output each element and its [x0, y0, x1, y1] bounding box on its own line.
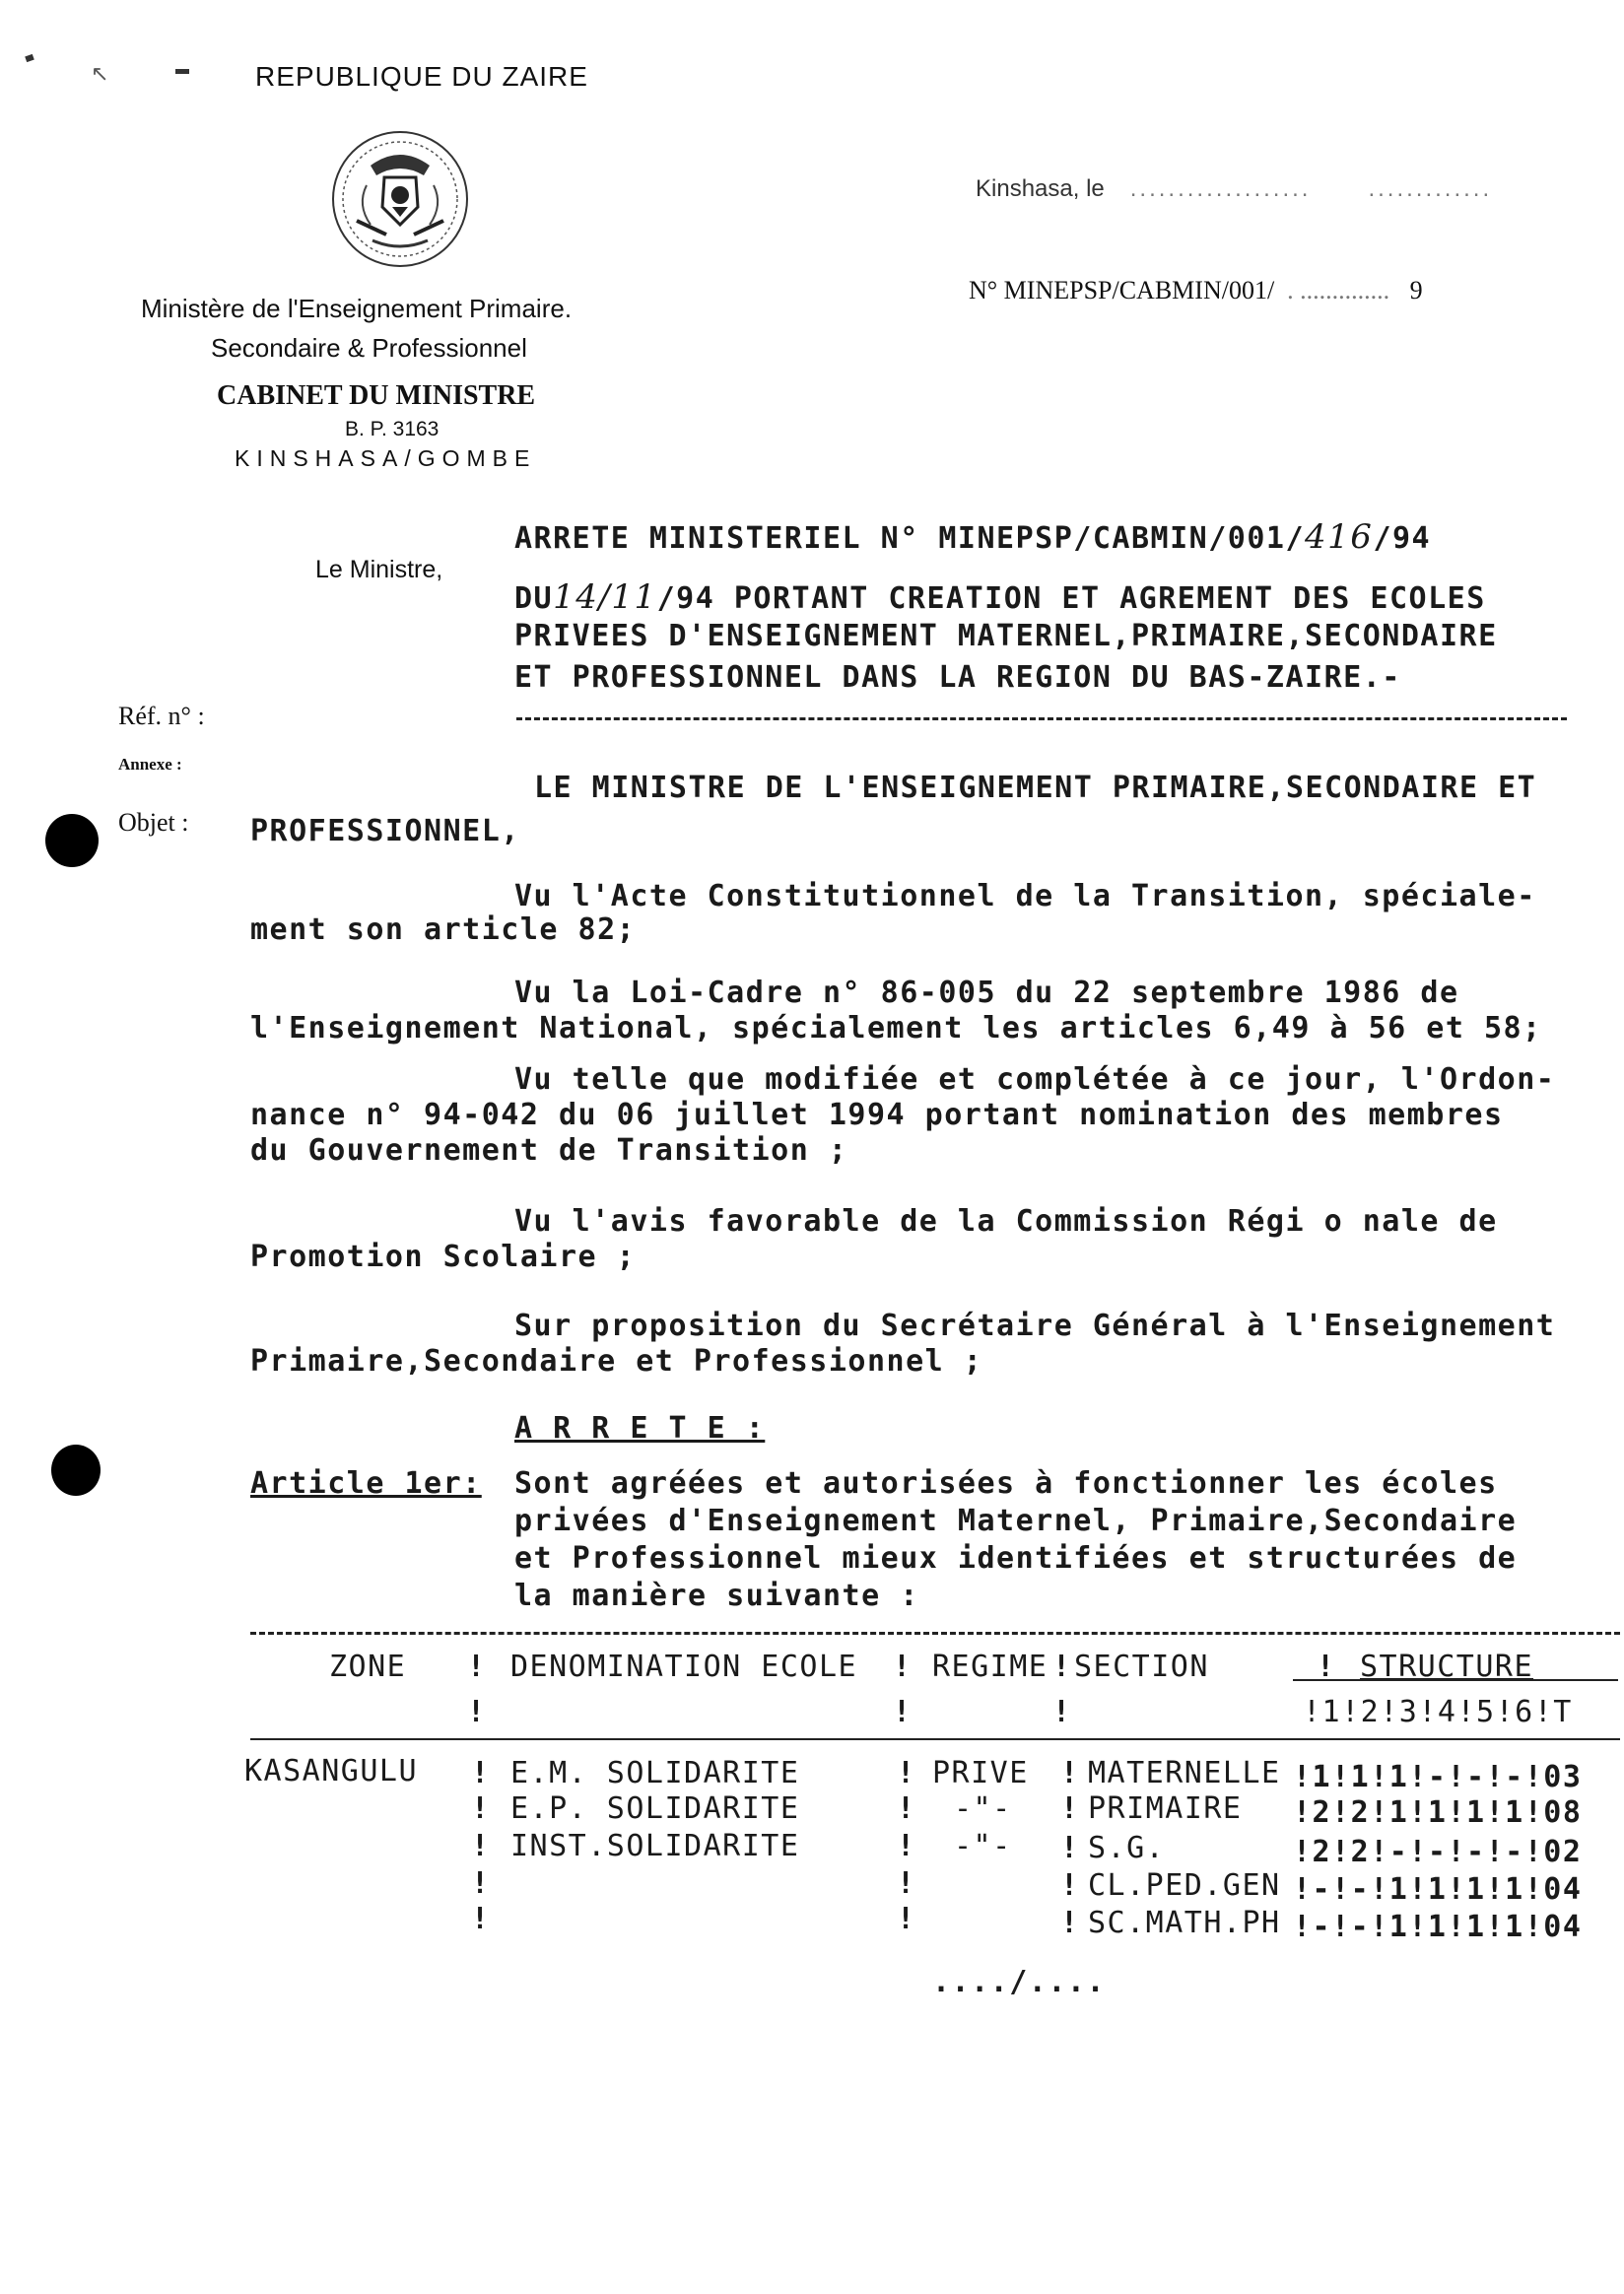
col-sep: ! — [897, 1866, 916, 1901]
col-sep: ! — [1060, 1756, 1080, 1790]
col-sep: ! — [1052, 1695, 1072, 1729]
reference-suffix: 9 — [1409, 276, 1423, 304]
cell-denomination: INST.SOLIDARITE — [510, 1829, 800, 1863]
vu4-line1: Vu l'avis favorable de la Commission Régi o nale de — [514, 1204, 1498, 1239]
col-sep: ! — [471, 1902, 491, 1936]
vu3-line2: nance n° 94-042 du 06 juillet 1994 portant nomination des membres — [250, 1098, 1504, 1132]
proposal-line1: Sur proposition du Secrétaire Général à l'Enseignement — [514, 1309, 1556, 1343]
col-sep: ! — [897, 1791, 916, 1826]
handwritten-number: 416 — [1305, 517, 1374, 557]
title-line1: ARRETE MINISTERIEL N° MINEPSP/CABMIN/001/416/94 — [514, 517, 1432, 557]
minister-line2: PROFESSIONNEL, — [250, 814, 520, 848]
col-sep: ! — [1052, 1650, 1072, 1684]
vu3-line1: Vu telle que modifiée et complétée à ce jour, l'Ordon- — [514, 1062, 1556, 1097]
th-structure-grades: !1!2!3!4!5!6!T — [1303, 1695, 1573, 1729]
vu1-line1: Vu l'Acte Constitutionnel de la Transition, spéciale- — [514, 879, 1536, 913]
le-ministre-label: Le Ministre, — [315, 556, 443, 583]
cabinet-title: CABINET DU MINISTRE — [217, 380, 536, 411]
cell-regime: -"- — [954, 1791, 1012, 1826]
postal-box: B. P. 3163 — [345, 418, 440, 440]
ministry-line1: Ministère de l'Enseignement Primaire. — [141, 294, 573, 323]
cell-regime: -"- — [954, 1829, 1012, 1863]
col-sep: ! — [471, 1829, 491, 1863]
cell-regime: PRIVE — [932, 1756, 1029, 1790]
col-sep: ! — [1060, 1831, 1080, 1865]
th-regime: REGIME — [932, 1650, 1049, 1684]
continuation-mark: ..../.... — [932, 1965, 1107, 1999]
cell-denomination: E.P. SOLIDARITE — [510, 1791, 800, 1826]
vu4-line2: Promotion Scolaire ; — [250, 1240, 637, 1274]
ministry-line2: Secondaire & Professionnel — [211, 333, 527, 363]
col-sep: ! — [897, 1902, 916, 1936]
article-line4: la manière suivante : — [514, 1579, 919, 1613]
col-sep: ! — [471, 1791, 491, 1826]
th-section: SECTION — [1074, 1650, 1209, 1684]
national-emblem-icon — [327, 126, 473, 272]
stray-mark — [25, 54, 34, 62]
cell-zone: KASANGULU — [244, 1754, 419, 1788]
vu3-line3: du Gouvernement de Transition ; — [250, 1133, 848, 1168]
cell-structure: !-!-!1!1!1!1!04 — [1293, 1910, 1583, 1944]
vu1-line2: ment son article 82; — [250, 912, 637, 947]
cell-section: S.G. — [1088, 1831, 1166, 1865]
arrete-heading: A R R E T E : — [514, 1411, 766, 1446]
col-sep: ! — [467, 1650, 487, 1684]
date-dots: ................... ............. — [1111, 175, 1493, 202]
hole-punch — [51, 1445, 101, 1496]
col-sep: ! — [1060, 1868, 1080, 1903]
place-date-label: Kinshasa, le — [976, 175, 1105, 202]
col-sep: ! — [471, 1866, 491, 1901]
col-sep: ! — [897, 1829, 916, 1863]
col-sep: ! — [893, 1695, 913, 1729]
cell-structure: !2!2!1!1!1!1!08 — [1293, 1795, 1583, 1830]
stray-mark: ↖ — [91, 61, 109, 86]
th-denomination: DENOMINATION ECOLE — [510, 1650, 858, 1684]
article-label: Article 1er: — [250, 1466, 482, 1501]
objet-label: Objet : — [118, 808, 189, 837]
title-line4: ET PROFESSIONNEL DANS LA REGION DU BAS-ZAIRE.- — [514, 660, 1401, 695]
city-line: KINSHASA/GOMBE — [235, 445, 537, 471]
col-sep: ! — [467, 1695, 487, 1729]
annexe-label: Annexe : — [118, 755, 182, 774]
cell-structure: !1!1!1!-!-!-!03 — [1293, 1760, 1583, 1794]
structure-underline — [1293, 1679, 1618, 1681]
table-header-rule — [250, 1738, 1620, 1740]
reference-number-text: N° MINEPSP/CABMIN/001/ — [969, 276, 1275, 304]
col-sep: ! — [1317, 1650, 1336, 1684]
col-sep: ! — [471, 1756, 491, 1790]
hole-punch — [45, 814, 99, 867]
vu2-line2: l'Enseignement National, spécialement les articles 6,49 à 56 et 58; — [250, 1011, 1542, 1046]
col-sep: ! — [1060, 1906, 1080, 1940]
col-sep: ! — [897, 1756, 916, 1790]
article-line3: et Professionnel mieux identifiées et structurées de — [514, 1541, 1518, 1576]
vu2-line1: Vu la Loi-Cadre n° 86-005 du 22 septembre 1986 de — [514, 976, 1459, 1010]
cell-section: MATERNELLE — [1088, 1756, 1281, 1790]
col-sep: ! — [893, 1650, 913, 1684]
title-line2: DU14/11/94 PORTANT CREATION ET AGREMENT DES ECOLES — [514, 577, 1486, 617]
article-line1: Sont agréées et autorisées à fonctionner les écoles — [514, 1466, 1498, 1501]
col-sep: ! — [1060, 1791, 1080, 1826]
cell-section: CL.PED.GEN — [1088, 1868, 1281, 1903]
place-date — [976, 175, 1492, 203]
handwritten-date: 14/11 — [553, 577, 657, 617]
reference-dots: . .............. — [1280, 276, 1390, 304]
cell-section: PRIMAIRE — [1088, 1791, 1243, 1826]
title-line3: PRIVEES D'ENSEIGNEMENT MATERNEL,PRIMAIRE,SECONDAIRE — [514, 619, 1498, 653]
republic-title: REPUBLIQUE DU ZAIRE — [255, 61, 588, 92]
title-underline — [516, 717, 1567, 720]
cell-structure: !-!-!1!1!1!1!04 — [1293, 1872, 1583, 1907]
th-structure: STRUCTURE — [1360, 1650, 1534, 1684]
reference-number — [969, 276, 1423, 305]
table-top-rule — [250, 1632, 1620, 1635]
article-line2: privées d'Enseignement Maternel, Primaire,Secondaire — [514, 1504, 1518, 1538]
th-zone: ZONE — [329, 1650, 407, 1684]
proposal-line2: Primaire,Secondaire et Professionnel ; — [250, 1344, 983, 1379]
minister-line1: LE MINISTRE DE L'ENSEIGNEMENT PRIMAIRE,SECONDAIRE ET — [534, 771, 1537, 805]
cell-denomination: E.M. SOLIDARITE — [510, 1756, 800, 1790]
stray-mark — [175, 69, 189, 74]
ref-label: Réf. n° : — [118, 702, 205, 730]
cell-structure: !2!2!-!-!-!-!02 — [1293, 1835, 1583, 1869]
cell-section: SC.MATH.PH — [1088, 1906, 1281, 1940]
